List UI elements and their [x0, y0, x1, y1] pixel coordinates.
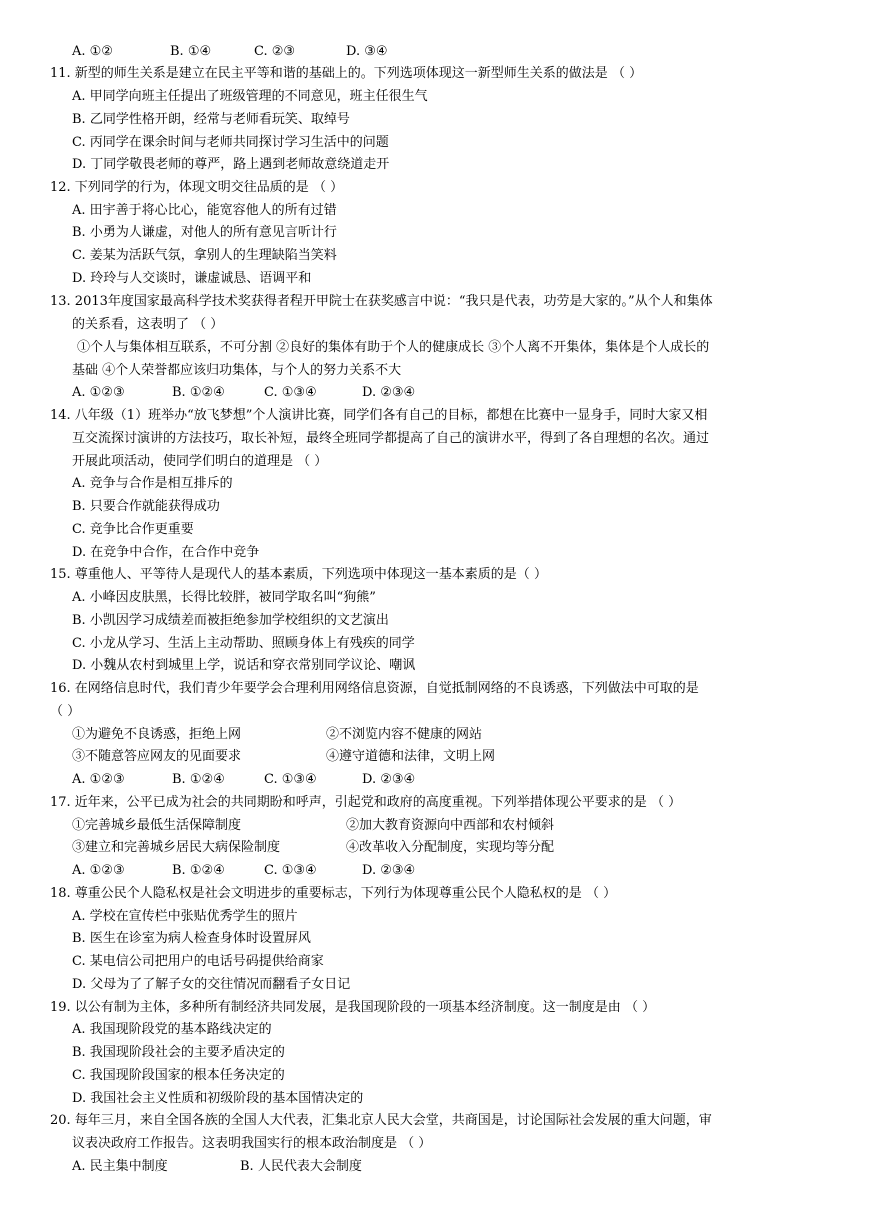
q16-stem-line1: 16. 在网络信息时代，我们青少年要学会合理利用网络信息资源，自觉抵制网络的不良诱惑，下列做法中可取的是	[50, 681, 699, 696]
option-d: D. ②③④	[362, 772, 416, 787]
q12-option-c: C. 姜某为活跃气氛，拿别人的生理缺陷当笑料	[72, 248, 337, 263]
q16-item-1: ①为避免不良诱惑，拒绝上网	[72, 727, 242, 742]
option-d: D. ②③④	[362, 385, 416, 400]
q18-option-d: D. 父母为了了解子女的交往情况而翻看子女日记	[72, 977, 351, 992]
q14-stem-line2: 互交流探讨演讲的方法技巧，取长补短，最终全班同学都提高了自己的演讲水平，得到了各自理想的名次。通过	[72, 431, 710, 446]
q12-option-d: D. 玲玲与人交谈时，谦虚诚恳、语调平和	[72, 271, 312, 286]
q13-options	[72, 383, 415, 403]
option-d: D. ③④	[346, 44, 388, 59]
option-b: B. 人民代表大会制度	[240, 1159, 362, 1174]
q11-option-a: A. 甲同学向班主任提出了班级管理的不同意见，班主任很生气	[72, 89, 428, 104]
q14-option-d: D. 在竞争中合作，在合作中竞争	[72, 545, 260, 560]
option-b: B. ①②④	[172, 772, 225, 787]
q12-option-b: B. 小勇为人谦虚，对他人的所有意见言听计行	[72, 225, 337, 240]
q14-stem-line3: 开展此项活动，使同学们明白的道理是 （ ）	[72, 454, 328, 469]
q11-option-b: B. 乙同学性格开朗，经常与老师看玩笑、取绰号	[72, 112, 350, 127]
option-a: A. ①②	[72, 44, 113, 59]
option-c: C. ①③④	[264, 863, 317, 878]
q11-option-c: C. 丙同学在课余时间与老师共同探讨学习生活中的问题	[72, 135, 389, 150]
q16-stem-line2: （ ）	[50, 704, 81, 719]
q17-item-2: ②加大教育资源向中西部和农村倾斜	[346, 818, 555, 833]
q12-option-a: A. 田宇善于将心比心，能宽容他人的所有过错	[72, 203, 337, 218]
option-c: C. ②③	[254, 44, 296, 59]
q14-stem-line1: 14. 八年级（1）班举办“放飞梦想”个人演讲比赛，同学们各有自己的目标，都想在比赛中一显身手，同时大家又相	[50, 408, 708, 423]
q14-option-a: A. 竞争与合作是相互排斥的	[72, 476, 233, 491]
q18-option-b: B. 医生在诊室为病人检查身体时设置屏风	[72, 931, 311, 946]
q15-option-b: B. 小凯因学习成绩差而被拒绝参加学校组织的文艺演出	[72, 613, 389, 628]
q19-option-b: B. 我国现阶段社会的主要矛盾决定的	[72, 1045, 285, 1060]
q11-option-d: D. 丁同学敬畏老师的尊严，路上遇到老师故意绕道走开	[72, 157, 390, 172]
q20-stem-line1: 20. 每年三月，来自全国各族的全国人大代表，汇集北京人民大会堂，共商国是，讨论国际社会发展的重大问题，审	[50, 1113, 712, 1128]
q14-option-c: C. 竞争比合作更重要	[72, 522, 194, 537]
q17-options	[72, 861, 415, 881]
option-b: B. ①②④	[172, 385, 225, 400]
q16-options	[72, 770, 415, 790]
q14-option-b: B. 只要合作就能获得成功	[72, 499, 220, 514]
option-b: B. ①②④	[172, 863, 225, 878]
q15-option-d: D. 小魏从农村到城里上学，说话和穿衣常别同学议论、嘲讽	[72, 658, 416, 673]
option-d: D. ②③④	[362, 863, 416, 878]
q16-item-2: ②不浏览内容不健康的网站	[326, 727, 483, 742]
q13-stem-line1: 13. 2013年度国家最高科学技术奖获得者程开甲院士在获奖感言中说：“我只是代表，功劳是大家的。”从个人和集体	[50, 294, 713, 309]
option-a: A. ①②③	[72, 772, 125, 787]
q20-stem-line2: 议表决政府工作报告。这表明我国实行的根本政治制度是 （ ）	[72, 1136, 432, 1151]
q17-item-1: ①完善城乡最低生活保障制度	[72, 818, 242, 833]
q16-item-3: ③不随意答应网友的见面要求	[72, 749, 242, 764]
option-a: A. 民主集中制度	[72, 1159, 168, 1174]
q13-statements-line1: ①个人与集体相互联系，不可分割 ②良好的集体有助于个人的健康成长 ③个人离不开集体，集体是个人成长的	[77, 340, 710, 355]
q19-option-c: C. 我国现阶段国家的根本任务决定的	[72, 1068, 285, 1083]
q19-option-a: A. 我国现阶段党的基本路线决定的	[72, 1022, 272, 1037]
q11-stem: 11. 新型的师生关系是建立在民主平等和谐的基础上的。下列选项体现这一新型师生关系的做法是 （ ）	[50, 66, 643, 81]
q10-options	[72, 42, 388, 62]
q13-stem-line2: 的关系看，这表明了 （ ）	[72, 317, 224, 332]
q17-item-3: ③建立和完善城乡居民大病保险制度	[72, 840, 281, 855]
q18-stem: 18. 尊重公民个人隐私权是社会文明进步的重要标志，下列行为体现尊重公民个人隐私权的是 （ ）	[50, 886, 617, 901]
q16-item-4: ④遵守道德和法律，文明上网	[326, 749, 496, 764]
q17-item-4: ④改革收入分配制度，实现均等分配	[346, 840, 555, 855]
option-a: A. ①②③	[72, 385, 125, 400]
q19-stem: 19. 以公有制为主体，多种所有制经济共同发展，是我国现阶段的一项基本经济制度。这一制度是由 （ ）	[50, 1000, 656, 1015]
q15-stem: 15. 尊重他人、平等待人是现代人的基本素质，下列选项中体现这一基本素质的是（ ）	[50, 567, 547, 582]
q17-stem: 17. 近年来，公平已成为社会的共同期盼和呼声，引起党和政府的高度重视。下列举措体现公平要求的是 （ ）	[50, 795, 682, 810]
q13-statements-line2: 基础 ④个人荣誉都应该归功集体，与个人的努力关系不大	[72, 363, 402, 378]
option-a: A. ①②③	[72, 863, 125, 878]
q12-stem: 12. 下列同学的行为，体现文明交往品质的是 （ ）	[50, 180, 344, 195]
option-c: C. ①③④	[264, 772, 317, 787]
q15-option-a: A. 小峰因皮肤黑，长得比较胖，被同学取名叫“狗熊”	[72, 590, 376, 605]
option-c: C. ①③④	[264, 385, 317, 400]
q18-option-a: A. 学校在宣传栏中张贴优秀学生的照片	[72, 909, 298, 924]
option-b: B. ①④	[170, 44, 212, 59]
q18-option-c: C. 某电信公司把用户的电话号码提供给商家	[72, 954, 324, 969]
q20-options	[72, 1157, 362, 1177]
q15-option-c: C. 小龙从学习、生活上主动帮助、照顾身体上有残疾的同学	[72, 636, 415, 651]
q19-option-d: D. 我国社会主义性质和初级阶段的基本国情决定的	[72, 1091, 364, 1106]
